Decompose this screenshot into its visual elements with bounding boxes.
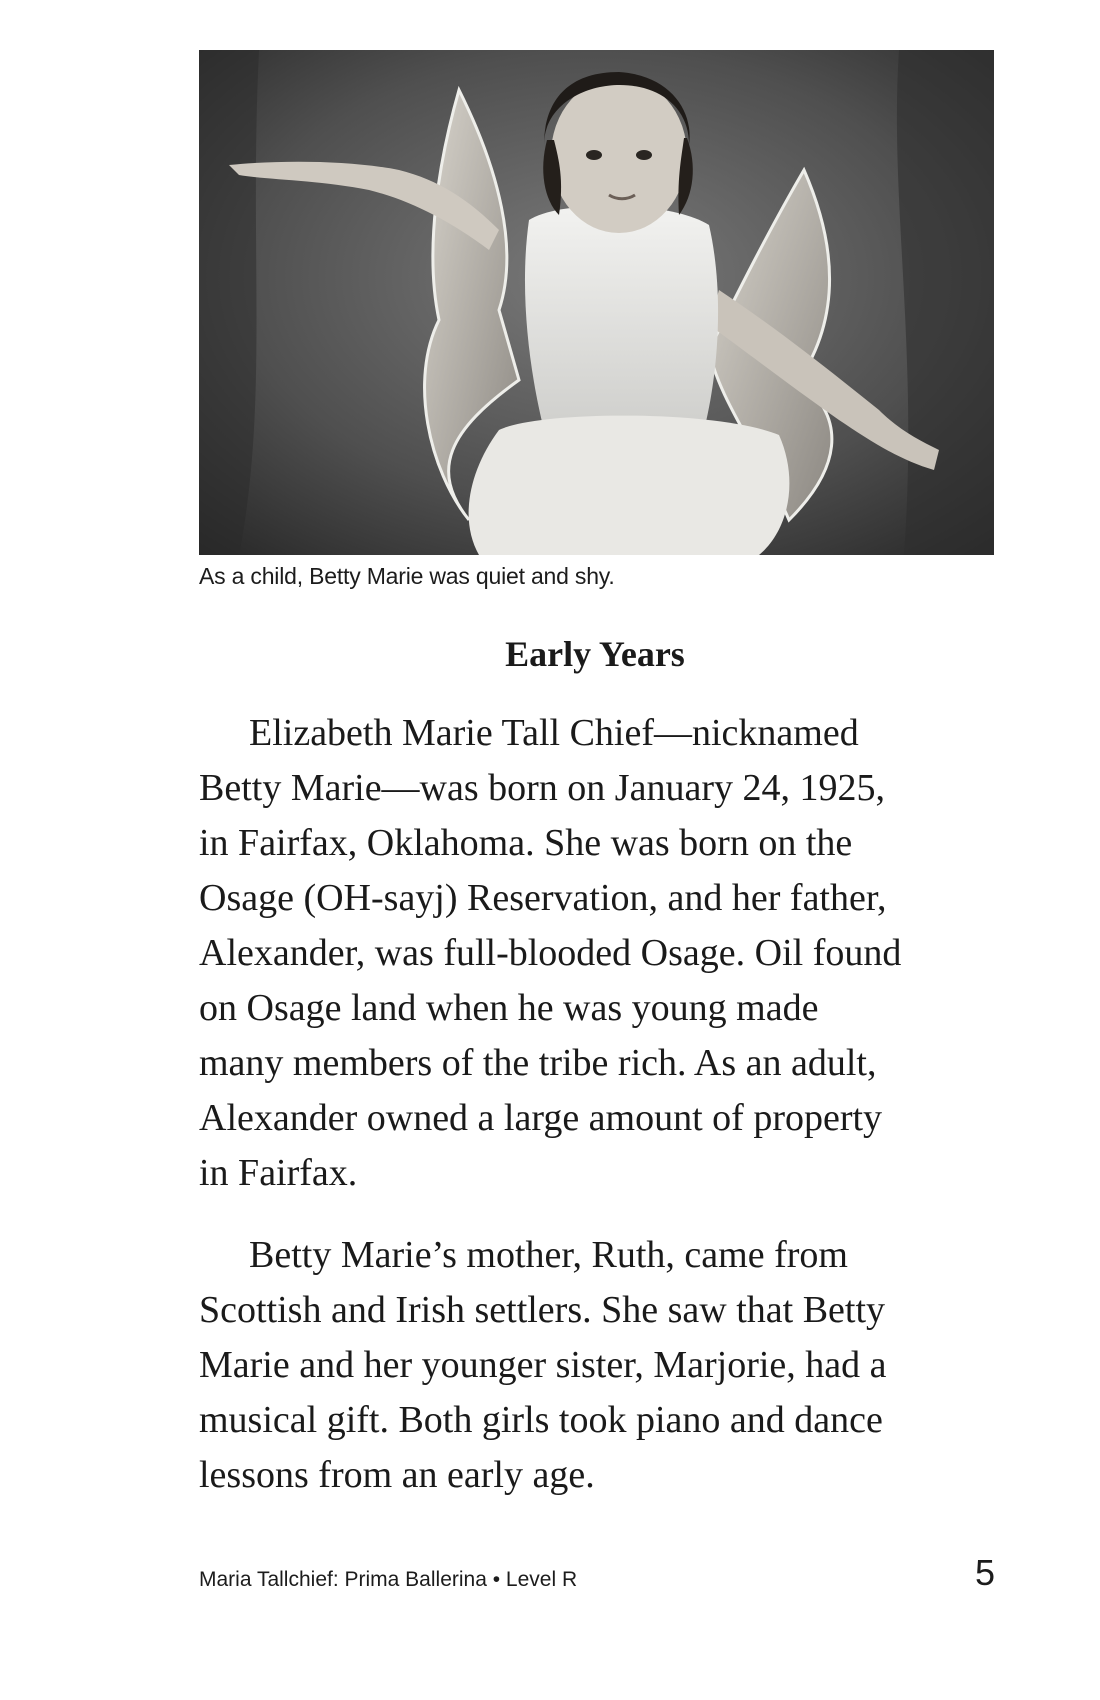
photo-illustration (199, 50, 994, 555)
paragraph-line: in Fairfax, Oklahoma. She was born on the (199, 822, 853, 864)
paragraph-line: Betty Marie’s mother, Ruth, came from (249, 1234, 848, 1276)
paragraph-line: Osage (OH-sayj) Reservation, and her father, (199, 877, 887, 919)
paragraph-line: on Osage land when he was young made (199, 987, 819, 1029)
paragraph-line: Alexander, was full-blooded Osage. Oil found (199, 932, 902, 974)
paragraph-line: Betty Marie—was born on January 24, 1925, (199, 767, 885, 809)
footer-book-title: Maria Tallchief: Prima Ballerina • Level R (199, 1568, 578, 1591)
paragraph-1 (199, 706, 1019, 1201)
photo-caption: As a child, Betty Marie was quiet and shy. (199, 563, 615, 589)
paragraph-line: Marie and her younger sister, Marjorie, had a (199, 1344, 887, 1386)
paragraph-line: many members of the tribe rich. As an adult, (199, 1042, 877, 1084)
page-number: 5 (974, 1552, 995, 1593)
child-ballerina-photo (199, 50, 994, 555)
paragraph-line: musical gift. Both girls took piano and dance (199, 1399, 883, 1441)
paragraph-line: lessons from an early age. (199, 1454, 595, 1496)
paragraph-line: Elizabeth Marie Tall Chief—nicknamed (249, 712, 859, 754)
paragraph-line: Scottish and Irish settlers. She saw that Betty (199, 1289, 886, 1331)
paragraph-line: Alexander owned a large amount of property (199, 1097, 883, 1139)
paragraph-line: in Fairfax. (199, 1152, 358, 1194)
paragraph-2 (199, 1228, 1019, 1503)
section-heading: Early Years (505, 634, 685, 674)
